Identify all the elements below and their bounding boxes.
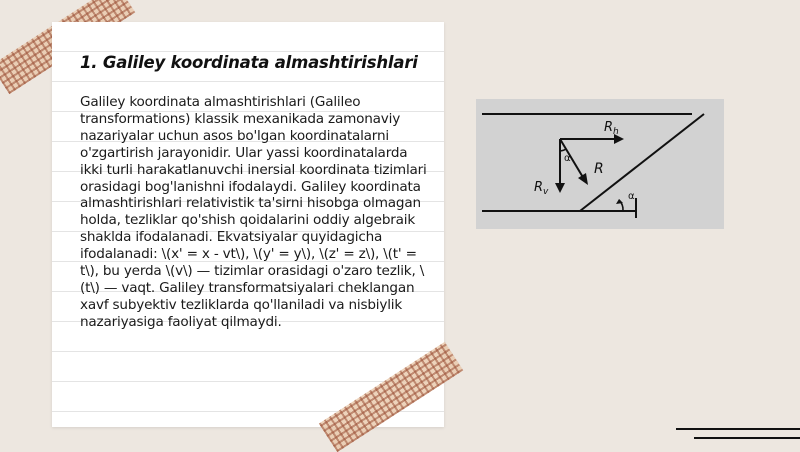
decorative-line-1 [676,428,800,430]
label-rh: $R_h$ [604,120,619,137]
label-alpha-bottom: α [628,191,635,202]
r-arrowhead [578,173,588,185]
rv-arrowhead [555,183,565,193]
body-paragraph: Galiley koordinata almashtirishlari (Galileo transformations) klassik mexanikada zamonaviy nazariyalar uchun asos bo'lgan koordinatalarni o'zgartirish jarayonidir. Ular yassi koordinatalarda ikki turli harakatlanuvchi inersial koordinata tizimlari orasidagi bog'lanishni ifodalaydi. Galiley koordinata almashtirishlari relativistik ta'sirni hisobga olmagan holda, tezliklar qo'shish qoidalarini oddiy algebraik shaklda ifodalanadi. Ekvatsiyalar quyidagicha ifodalanadi: \(x' = x - vt\), \(y' = y\), \(z' = z\), \(t' = t\), bu yerda \(v\) — tizimlar orasidagi o'zaro tezlik, \(t\) — vaqt. Galiley transformatsiyalari cheklangan xavf subyektiv tezliklarda qo'llaniladi va nisbiylik nazariyasiga faoliyat qilmaydi. [80,94,427,330]
force-diagram-svg [476,99,724,229]
label-rv: $R_v$ [534,180,549,197]
decorative-line-2 [694,437,800,439]
force-diagram [476,99,724,229]
slide-title: 1. Galiley koordinata almashtirishlari [80,53,418,72]
label-alpha-top: α [564,153,571,164]
label-r: R [594,161,604,177]
